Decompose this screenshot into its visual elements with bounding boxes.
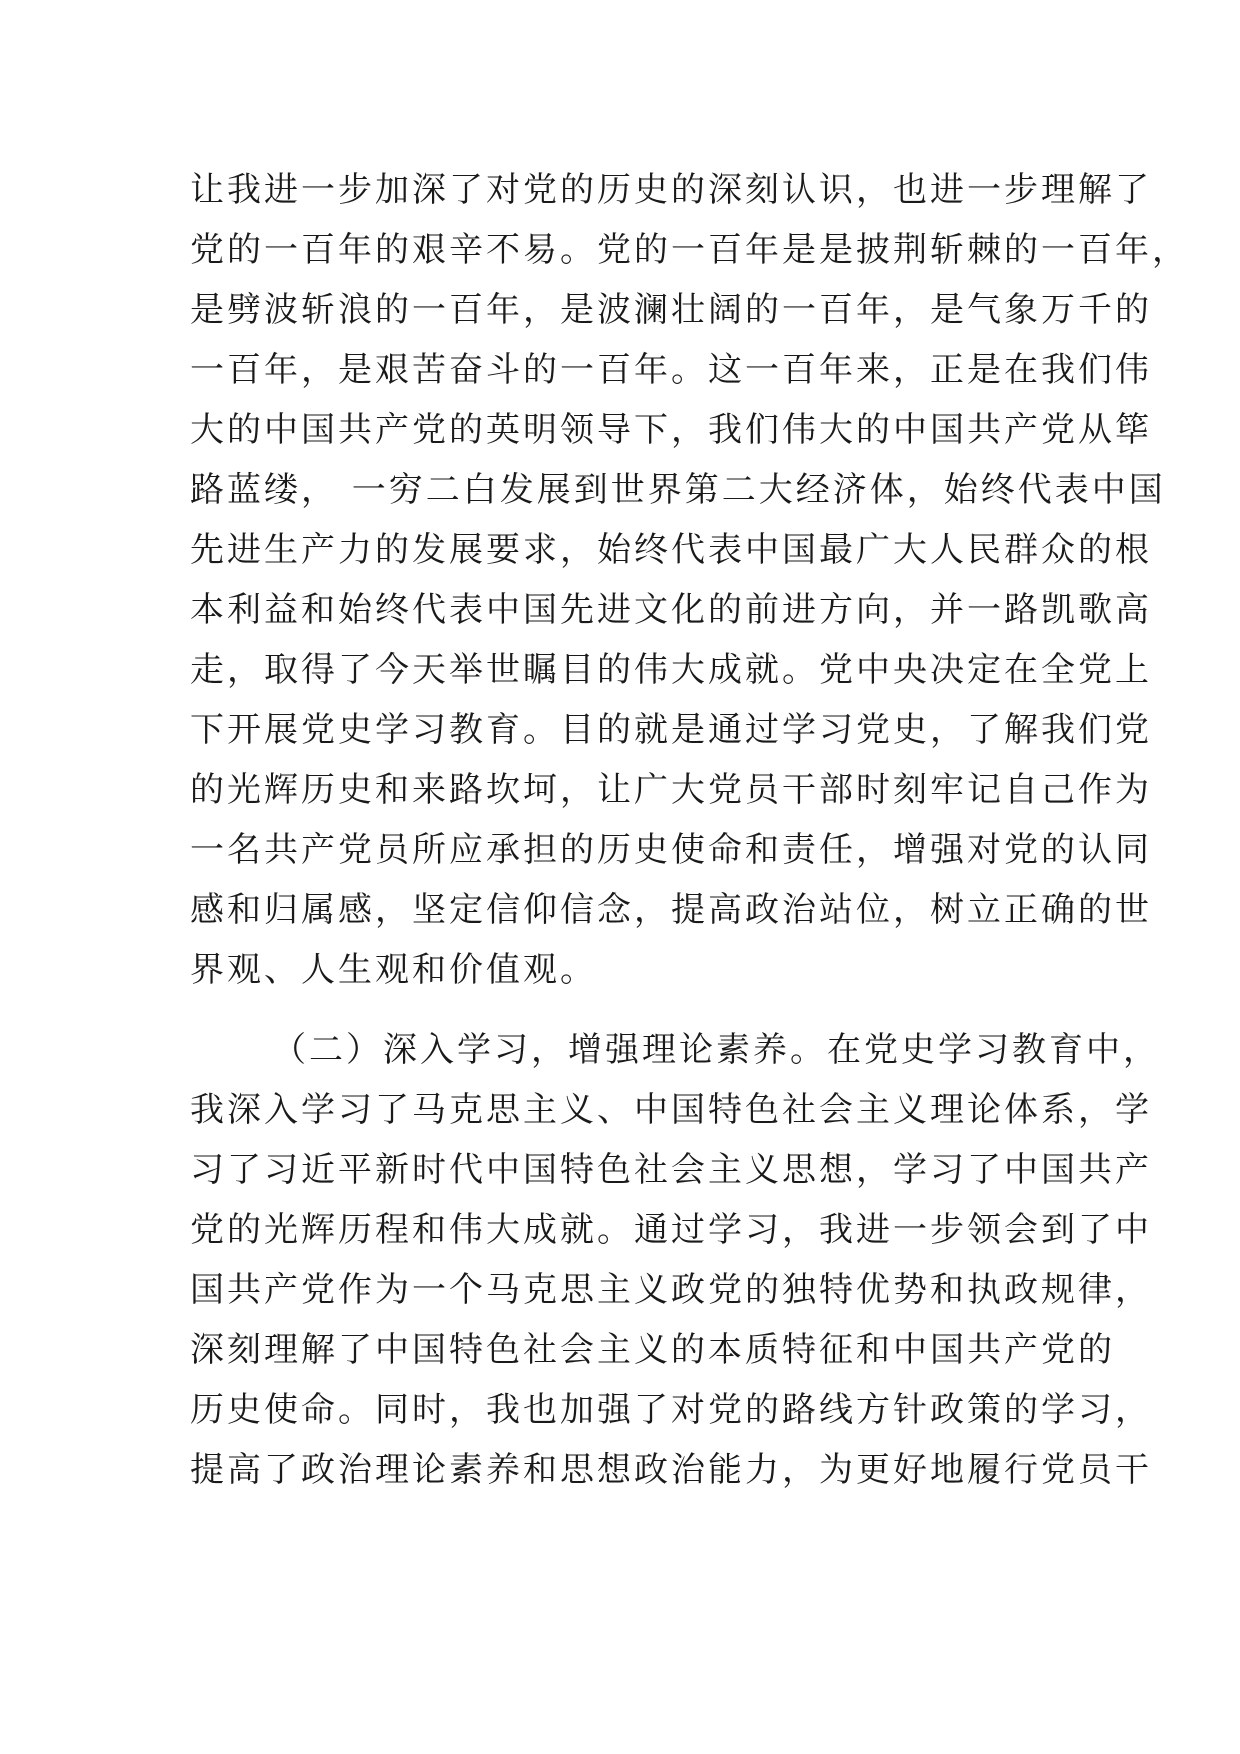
text-line: 一百年，是艰苦奋斗的一百年。这一百年来，正是在我们伟 <box>190 350 1152 390</box>
text-line: 历史使命。同时，我也加强了对党的路线方针政策的学习， <box>190 1390 1152 1430</box>
text-line: 党的一百年的艰辛不易。党的一百年是是披荆斩棘的一百年， <box>190 230 1189 270</box>
text-line: 下开展党史学习教育。目的就是通过学习党史，了解我们党 <box>190 710 1152 750</box>
text-line: 习了习近平新时代中国特色社会主义思想，学习了中国共产 <box>190 1150 1152 1190</box>
document-body <box>190 160 1189 1500</box>
text-line: 路蓝缕， 一穷二白发展到世界第二大经济体，始终代表中国 <box>190 470 1166 510</box>
text-line: 界观、人生观和价值观。 <box>190 950 597 990</box>
section-heading-line: （二）深入学习，增强理论素养。在党史学习教育中， <box>272 1030 1160 1070</box>
text-line: 一名共产党员所应承担的历史使命和责任，增强对党的认同 <box>190 830 1152 870</box>
text-line: 我深入学习了马克思主义、中国特色社会主义理论体系，学 <box>190 1090 1152 1130</box>
text-line: 国共产党作为一个马克思主义政党的独特优势和执政规律， <box>190 1270 1152 1310</box>
text-line: 本利益和始终代表中国先进文化的前进方向，并一路凯歌高 <box>190 590 1152 630</box>
paragraph-1 <box>190 160 1189 1000</box>
text-line: 走，取得了今天举世瞩目的伟大成就。党中央决定在全党上 <box>190 650 1152 690</box>
text-line: 深刻理解了中国特色社会主义的本质特征和中国共产党的 <box>190 1330 1115 1370</box>
text-line: 让我进一步加深了对党的历史的深刻认识，也进一步理解了 <box>190 170 1152 210</box>
text-line: 党的光辉历程和伟大成就。通过学习，我进一步领会到了中 <box>190 1210 1152 1250</box>
text-line: 大的中国共产党的英明领导下，我们伟大的中国共产党从筚 <box>190 410 1152 450</box>
paragraph-spacer <box>190 1000 1070 1020</box>
paragraph-2 <box>190 1020 1160 1500</box>
text-line: 的光辉历史和来路坎坷，让广大党员干部时刻牢记自己作为 <box>190 770 1152 810</box>
text-line: 是劈波斩浪的一百年，是波澜壮阔的一百年，是气象万千的 <box>190 290 1152 330</box>
text-line: 先进生产力的发展要求，始终代表中国最广大人民群众的根 <box>190 530 1152 570</box>
text-line: 感和归属感，坚定信仰信念，提高政治站位，树立正确的世 <box>190 890 1152 930</box>
text-line: 提高了政治理论素养和思想政治能力，为更好地履行党员干 <box>190 1450 1152 1490</box>
